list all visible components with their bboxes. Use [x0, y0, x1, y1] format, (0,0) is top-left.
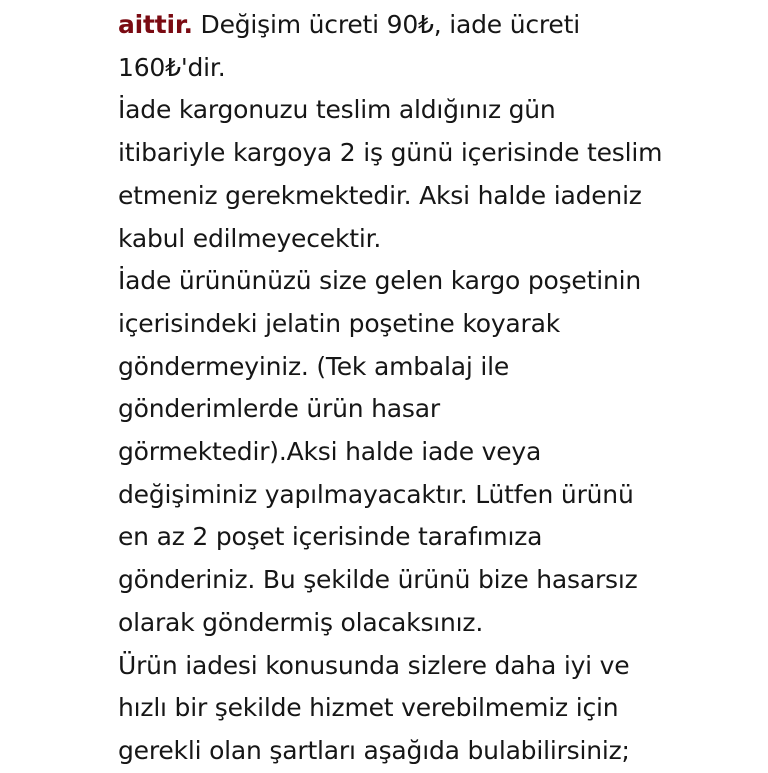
text-line: değişiminiz yapılmayacaktır. Lütfen ürünü — [118, 479, 634, 509]
text-line: aittir. Değişim ücreti 90₺, iade ücreti — [118, 10, 580, 39]
text-line: hızlı bir şekilde hizmet verebilmemiz için — [118, 693, 619, 723]
text-line: içerisindeki jelatin poşetine koyarak — [118, 308, 561, 338]
text-line: Ürün iadesi konusunda sizlere daha iyi ve — [118, 650, 630, 680]
text-line: en az 2 poşet içerisinde tarafımıza — [118, 522, 543, 552]
paragraph-conditions-intro — [118, 645, 758, 773]
text-line: olarak göndermiş olacaksınız. — [118, 607, 484, 637]
text-line: gönderimlerde ürün hasar — [118, 394, 440, 424]
text-line: İade kargonuzu teslim aldığınız gün — [118, 95, 556, 125]
text-line: etmeniz gerekmektedir. Aksi halde iadeniz — [118, 180, 642, 210]
text-line: itibariyle kargoya 2 iş günü içerisinde teslim — [118, 138, 663, 168]
text-line: göndermeyiniz. (Tek ambalaj ile — [118, 351, 510, 381]
bold-emphasis: aittir. — [118, 10, 193, 39]
paragraph-shipping-deadline — [118, 89, 758, 260]
text-line: gönderiniz. Bu şekilde ürünü bize hasarsız — [118, 565, 638, 595]
text-line: görmektedir).Aksi halde iade veya — [118, 437, 542, 467]
return-policy-text — [118, 4, 758, 773]
text-line: kabul edilmeyecektir. — [118, 223, 382, 253]
paragraph-fees — [118, 4, 758, 89]
text-line: 160₺'dir. — [118, 52, 226, 82]
text-line: İade ürününüzü size gelen kargo poşetinin — [118, 266, 642, 296]
paragraph-packaging — [118, 260, 758, 644]
text-line: gerekli olan şartları aşağıda bulabilirsiniz; — [118, 735, 630, 765]
